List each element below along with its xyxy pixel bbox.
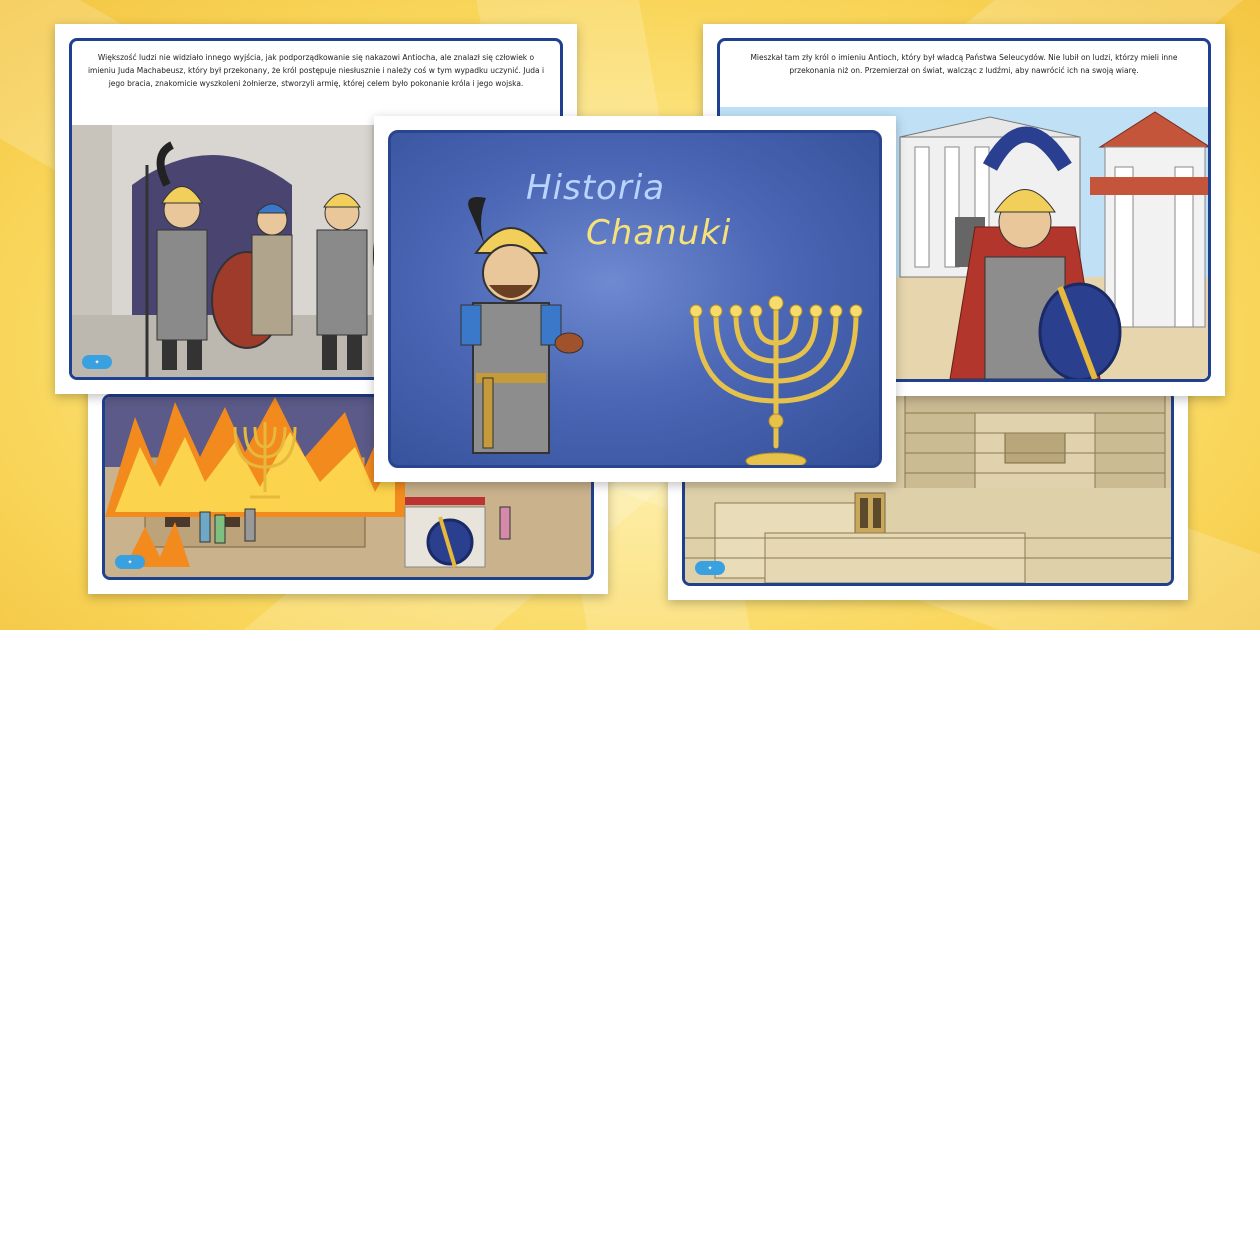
twinkl-logo: ✦ bbox=[115, 555, 145, 569]
soldier-figure bbox=[252, 204, 292, 335]
slide-caption: Mieszkał tam zły król o imieniu Antioch, który był władcą Państwa Seleucydów. Nie lubił on ludzi, którzy mieli inne przekonania niż on. Przemierzał on świat, walcząc z ludźmi, aby nawrócić ich na swoją wiarę. bbox=[750, 53, 1178, 75]
maccabee-soldier-illustration bbox=[431, 193, 591, 468]
title-slide-frame bbox=[388, 130, 882, 468]
twinkl-logo: ✦ bbox=[82, 355, 112, 369]
slide-caption: Większość ludzi nie widziało innego wyjścia, jak podporządkowanie się nakazowi Antiocha, ale znalazł się człowiek o imieniu Juda Machabeusz, który był przekonany, że król postępuje niesłusznie i należy coś w tym wypadku uczynić. Juda i jego bracia, znakomicie wyszkoleni żołnierze, stworzyli armię, której celem było pokonanie króla i jego wojska. bbox=[87, 53, 545, 88]
title-line-2: Chanuki bbox=[586, 213, 732, 253]
menorah-icon bbox=[676, 281, 876, 468]
title-slide bbox=[374, 116, 896, 482]
twinkl-logo: ✦ bbox=[695, 561, 725, 575]
title-line-1: Historia bbox=[526, 168, 666, 208]
